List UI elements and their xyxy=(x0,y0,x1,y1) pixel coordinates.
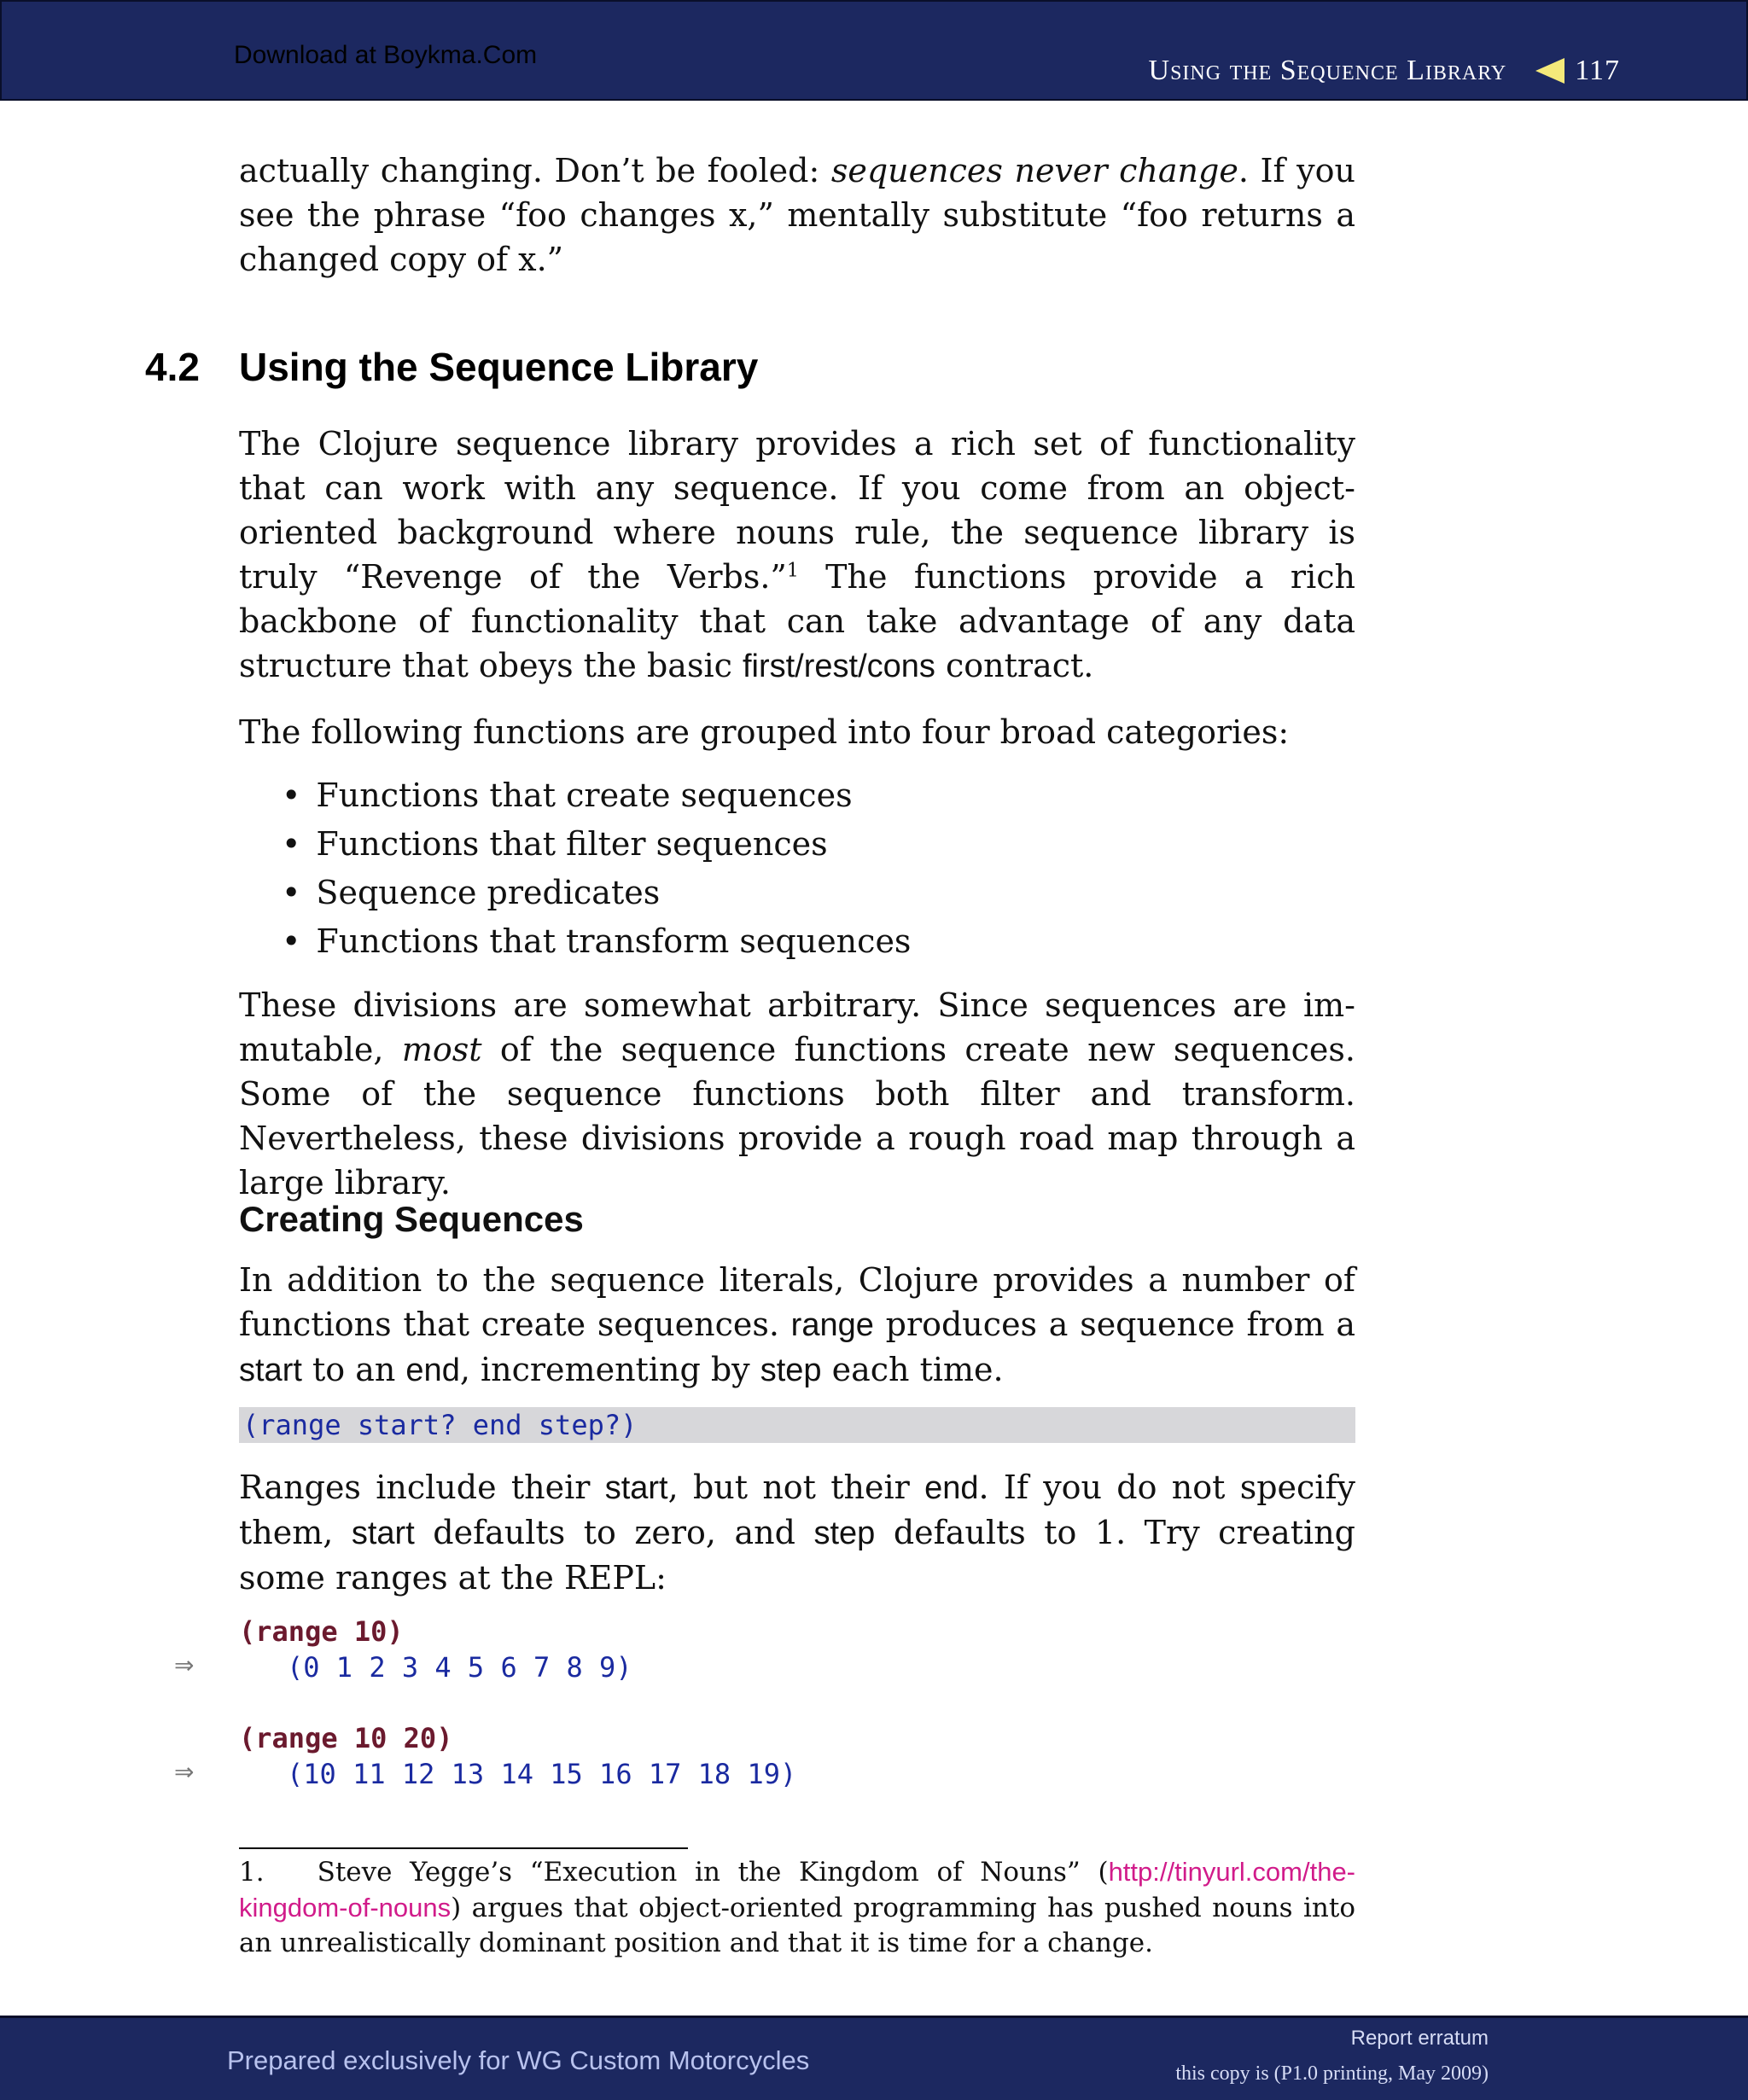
list-item: • Functions that create sequences xyxy=(282,773,911,822)
paragraph-4: In addition to the sequence literals, Clojure provides a number of functions that create sequences. range produces a sequence from a start to an end, incrementing by step each time. xyxy=(239,1261,1355,1388)
subsection-heading: Creating Sequences xyxy=(239,1199,584,1239)
section-heading xyxy=(145,344,758,390)
footnote-divider xyxy=(239,1847,688,1849)
paragraph-2: The following functions are grouped into four broad categories: xyxy=(239,713,1290,751)
section-title: Using the Sequence Library xyxy=(239,345,759,389)
intro-paragraph: actually changing. Don’t be fooled: sequences never change. If you see the phrase “foo changes x,” mentally substitute “foo returns a changed copy of x.” xyxy=(239,152,1355,278)
footnote-ref[interactable]: 1 xyxy=(786,560,799,582)
repl-input: (range 10) xyxy=(239,1615,404,1648)
paragraph-3: These divisions are somewhat arbitrary. Since sequences are immutable, most of the sequence functions create new sequences. Some of the sequence functions both filter and transform. Nevertheless, these divisions provide a rough road map through a large library. xyxy=(239,986,1355,1201)
list-item: • Functions that filter sequences xyxy=(282,822,911,870)
section-number: 4.2 xyxy=(145,345,200,389)
page-header xyxy=(0,0,1748,101)
result-arrow-icon: ⇒ xyxy=(174,1651,195,1679)
emphasis: most xyxy=(401,1031,482,1068)
inline-code: first/rest/cons xyxy=(742,649,935,684)
repl-input: (range 10 20) xyxy=(239,1722,453,1754)
page-number: 117 xyxy=(1575,55,1620,86)
list-item: • Sequence predicates xyxy=(282,870,911,919)
report-erratum-link[interactable]: Report erratum xyxy=(1350,2027,1489,2050)
triangle-left-icon xyxy=(1535,58,1564,84)
download-note: Download at Boykma.Com xyxy=(234,41,538,69)
footnote-number: 1. xyxy=(239,1857,265,1888)
running-head xyxy=(1149,55,1620,87)
footnote: 1. Steve Yegge’s “Execution in the Kingdom of Nouns” (http://tinyurl.com/the-kingdom-of-nouns) argues that object-oriented programming has pushed nouns into an unrealistically dominant position and that it is time for a change. xyxy=(239,1857,1356,1958)
code-signature: (range start? end step?) xyxy=(239,1407,1355,1443)
prepared-note: Prepared exclusively for WG Custom Motorcycles xyxy=(227,2045,810,2075)
page-footer xyxy=(0,2016,1748,2100)
copy-info: this copy is (P1.0 printing, May 2009) xyxy=(1175,2062,1489,2085)
emphasis: sequences never change xyxy=(830,152,1238,189)
repl-output: (0 1 2 3 4 5 6 7 8 9) xyxy=(287,1651,632,1684)
result-arrow-icon: ⇒ xyxy=(174,1758,195,1786)
repl-output: (10 11 12 13 14 15 16 17 18 19) xyxy=(287,1758,797,1790)
list-item: • Functions that transform sequences xyxy=(282,919,911,968)
running-title: Using the Sequence Library xyxy=(1148,55,1507,86)
footnote-link[interactable]: http://tinyurl.com/the-kingdom-of-nouns xyxy=(239,1857,1356,1923)
paragraph-1: The Clojure sequence library provides a rich set of functionality that can work with any sequence. If you come from an object-oriented background where nouns rule, the sequence library is truly “Revenge of the Verbs.”$^1$ The functions provide a rich backbone of functionality that can take advantage of any data structure that obeys the basic first/rest/cons contract. xyxy=(239,425,1355,684)
category-list xyxy=(282,773,911,968)
paragraph-5: Ranges include their start, but not their end. If you do not specify them, start defaults to zero, and step defaults to 1. Try creating some ranges at the REPL: xyxy=(239,1469,1355,1597)
